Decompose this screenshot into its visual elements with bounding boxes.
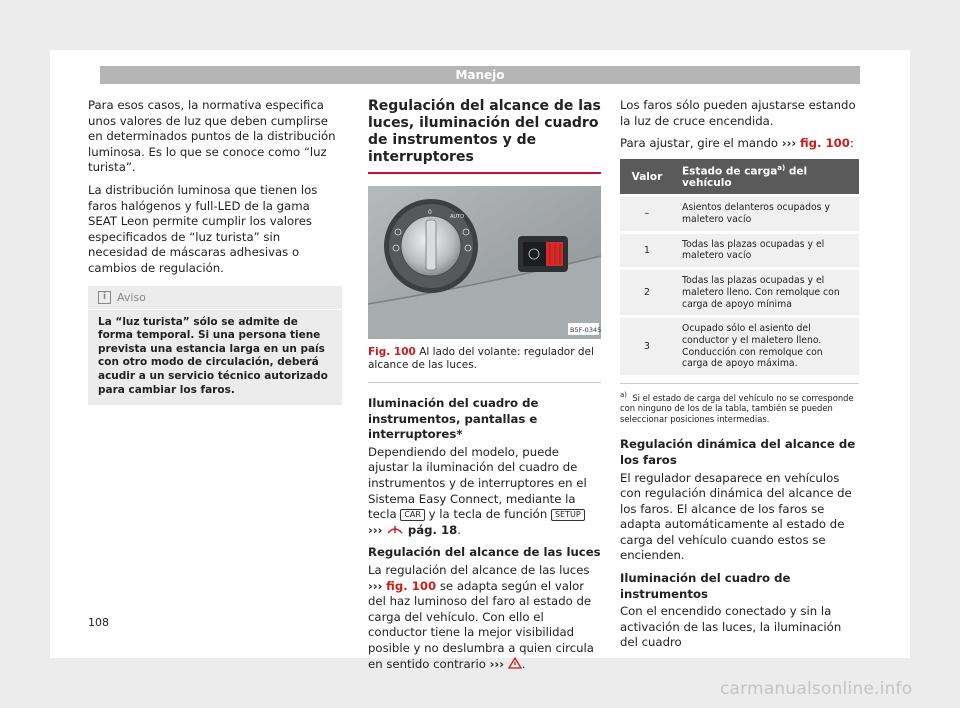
section-header: Manejo (100, 66, 860, 84)
paragraph: Para ajustar, gire el mando ››› fig. 100: (620, 136, 854, 151)
col-header-valor: Valor (620, 159, 674, 196)
aviso-box (88, 286, 342, 406)
dashboard-illustration (368, 186, 601, 339)
cell-valor: – (620, 196, 674, 232)
text-run: se adapta según el valor del haz luminoso del faro al estado de carga del vehículo. Con ello el conductor tiene la mejor visibilidad posible y no deslumbra a quien circula en sentido contrario (368, 578, 594, 671)
infotainment-book-icon (386, 523, 404, 535)
cell-valor: 1 (620, 232, 674, 268)
cell-estado: Todas las plazas ocupadas y el maletero lleno. Con remolque con carga de apoyo mínima (674, 269, 859, 317)
fig-link[interactable]: fig. 100 (799, 136, 850, 151)
divider (368, 382, 601, 383)
arrows-icon: ››› (368, 522, 383, 537)
fig-link[interactable]: fig. 100 (386, 578, 437, 593)
footnote-ref: a) (777, 163, 786, 172)
subheading: Iluminación del cuadro de instrumentos (620, 571, 791, 601)
cell-estado: Todas las plazas ocupadas y el maletero vacío (674, 232, 859, 268)
info-icon: i (98, 291, 111, 304)
figure-headlight-regulator (368, 186, 601, 339)
arrows-icon: ››› (781, 136, 797, 151)
load-state-table (620, 159, 859, 375)
footnote (620, 390, 860, 424)
paragraph: La regulación del alcance de las luces ››› fig. 100 se adapta según el valor del haz luminoso del faro al estado de carga del vehículo. Con ello el conductor tiene la mejor visibilidad posible y no deslumbra a quien circula en sentido contrario ››› . (368, 562, 594, 671)
paragraph: Dependiendo del modelo, puede ajustar la iluminación del cuadro de instrumentos y de interruptores en el Sistema Easy Connect, mediante la tecla CAR y la tecla de función SETUP ››› pág. 18. (368, 444, 587, 537)
figure-caption (368, 346, 601, 372)
car-key-icon: CAR (400, 509, 425, 521)
title-rule (368, 172, 601, 174)
column-right (620, 98, 860, 658)
watermark: carmanualsonline.info (720, 679, 913, 699)
arrows-icon: ››› (489, 656, 505, 671)
col-header-estado (674, 159, 859, 196)
paragraph: Para esos casos, la normativa especifica unos valores de luz que deben cumplirse en determinados puntos de la distribución luminosa. Es lo que se conoce como “luz turista”. (88, 98, 336, 175)
knob-label-0: 0 (428, 209, 432, 216)
column-middle (368, 98, 601, 679)
paragraph: Con el encendido conectado y sin la activación de las luces, la iluminación del cuadro (620, 604, 842, 650)
knob-label-auto: AUTO (450, 214, 465, 220)
table-row (620, 232, 859, 268)
paragraph: Los faros sólo pueden ajustarse estando la luz de cruce encendida. (620, 98, 856, 128)
aviso-body: La “luz turista” sólo se admite de forma temporal. Si una persona tiene prevista una estancia larga en un país con otro modo de circulación, deberá acudir a un servicio técnico autorizado para cambiar los faros. (98, 315, 328, 396)
footnote-text: Si el estado de carga del vehículo no se corresponde con ninguno de los de la tabla, también se pueden seleccionar posiciones intermedias. (620, 392, 854, 424)
column-left (88, 98, 342, 405)
warning-icon (508, 657, 522, 669)
page-ref[interactable]: pág. 18 (407, 522, 458, 537)
footnote-mark: a) (620, 391, 628, 400)
text-run: Dependiendo del modelo, puede ajustar la iluminación del cuadro de instrumentos y de interruptores en el Sistema Easy Connect, mediante la tecla (368, 444, 587, 522)
paragraph: El regulador desaparece en vehículos con regulación dinámica del alcance de los faros. El alcance de los faros se adapta automáticamente al estado de carga del vehículo cuando estos se encienden. (620, 470, 852, 563)
cell-valor: 2 (620, 269, 674, 317)
figure-label: Fig. 100 (368, 346, 416, 358)
aviso-header (88, 286, 342, 310)
aviso-title: Aviso (117, 290, 146, 304)
table-row (620, 317, 859, 375)
figure-code: B5F-0345 (570, 326, 601, 334)
subheading: Regulación dinámica del alcance de los faros (620, 437, 856, 467)
subheading: Iluminación del cuadro de instrumentos, pantallas e interruptores* (368, 396, 539, 442)
table-header-row (620, 159, 859, 196)
subheading: Regulación del alcance de las luces (368, 545, 601, 560)
header-text: del vehículo (682, 165, 808, 190)
table-row (620, 196, 859, 232)
setup-key-icon: SETUP (551, 509, 585, 521)
cell-estado: Ocupado sólo el asiento del conductor y el maletero lleno. Conducción con remolque con carga de apoyo máxima. (674, 317, 859, 375)
arrows-icon: ››› (368, 578, 383, 593)
page-number: 108 (88, 616, 109, 629)
text-run: Para ajustar, gire el mando (620, 136, 779, 151)
table-row (620, 269, 859, 317)
divider (620, 383, 859, 384)
text-run: La regulación del alcance de las luces (368, 562, 590, 577)
text-run: y la tecla de función (428, 507, 548, 522)
section-title: Regulación del alcance de las luces, iluminación del cuadro de instrumentos y de interruptores (368, 98, 601, 165)
header-text: Estado de carga (682, 165, 778, 178)
paragraph: La distribución luminosa que tienen los faros halógenos y full-LED de la gama SEAT Leon permite cumplir los valores especificados de “luz turista” sin necesidad de máscaras adhesivas o cambios de regulación. (88, 182, 318, 275)
cell-valor: 3 (620, 317, 674, 375)
figure-caption-text: Al lado del volante: regulador del alcance de las luces. (368, 346, 594, 371)
cell-estado: Asientos delanteros ocupados y maletero vacío (674, 196, 859, 232)
